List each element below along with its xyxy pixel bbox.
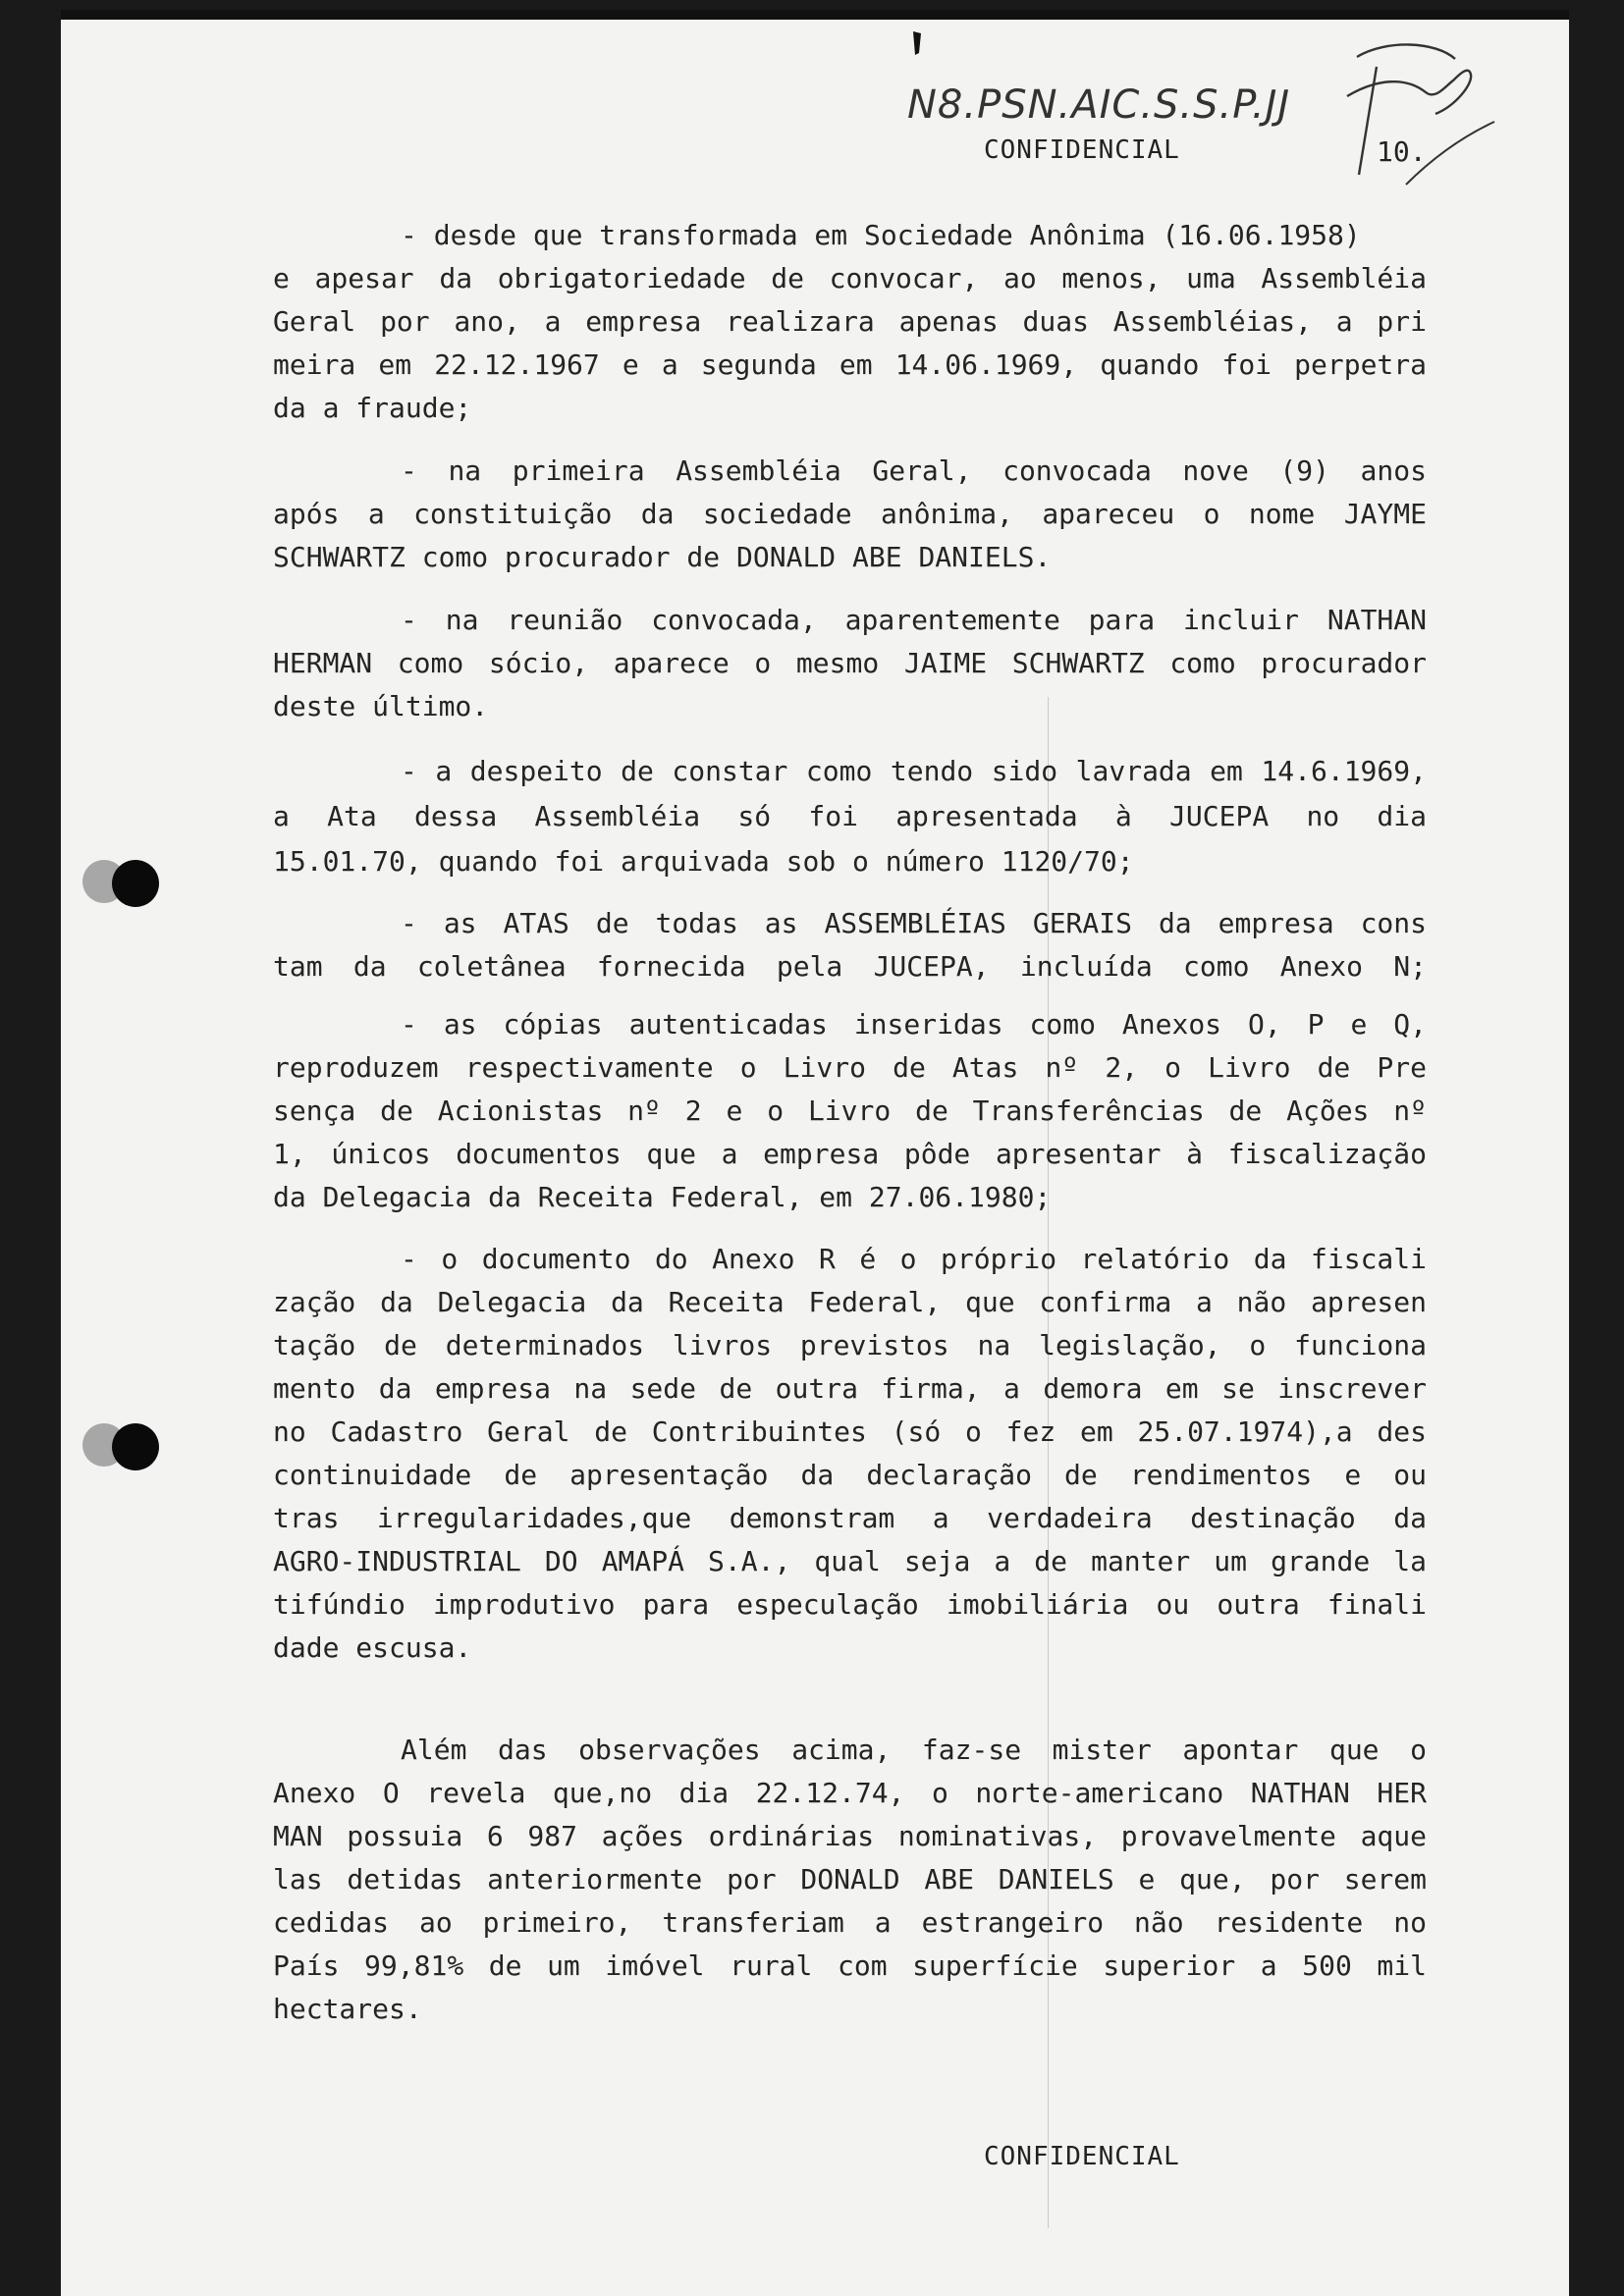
ink-mark-icon — [907, 29, 927, 69]
paragraph-line: - na reunião convocada, aparentemente para incluir NATHAN — [401, 604, 1427, 636]
paragraph-line: Geral por ano, a empresa realizara apenas duas Assembléias, a pri — [273, 305, 1427, 338]
paragraph-line: tam da coletânea fornecida pela JUCEPA, incluída como Anexo N; — [273, 950, 1427, 983]
paragraph-line: mento da empresa na sede de outra firma, a demora em se inscrever — [273, 1372, 1427, 1405]
paragraph-line: reproduzem respectivamente o Livro de Atas nº 2, o Livro de Pre — [273, 1051, 1427, 1084]
paragraph-line: 15.01.70, quando foi arquivada sob o número 1120/70; — [273, 845, 1134, 878]
scan-edge — [61, 10, 1569, 20]
paragraph-line: no Cadastro Geral de Contribuintes (só o fez em 25.07.1974),a des — [273, 1415, 1427, 1448]
paragraph-line: Anexo O revela que,no dia 22.12.74, o norte-americano NATHAN HER — [273, 1777, 1427, 1809]
paragraph-line: a Ata dessa Assembléia só foi apresentada à JUCEPA no dia — [273, 800, 1427, 832]
paragraph-line: AGRO-INDUSTRIAL DO AMAPÁ S.A., qual seja a de manter um grande la — [273, 1545, 1427, 1577]
paragraph-line: SCHWARTZ como procurador de DONALD ABE DANIELS. — [273, 541, 1052, 573]
paragraph-line: - a despeito de constar como tendo sido lavrada em 14.6.1969, — [401, 755, 1427, 787]
paragraph-line: dade escusa. — [273, 1631, 472, 1664]
confidential-footer: CONFIDENCIAL — [984, 2142, 1180, 2171]
paragraph-line: tação de determinados livros previstos na legislação, o funciona — [273, 1329, 1427, 1362]
paragraph-line: - as cópias autenticadas inseridas como Anexos O, P e Q, — [401, 1008, 1427, 1041]
paragraph-line: las detidas anteriormente por DONALD ABE DANIELS e que, por serem — [273, 1863, 1427, 1896]
paragraph-line: da a fraude; — [273, 392, 472, 424]
paragraph-line: após a constituição da sociedade anônima, apareceu o nome JAYME — [273, 498, 1427, 530]
paragraph-line: Além das observações acima, faz-se mister apontar que o — [401, 1734, 1427, 1766]
paragraph-line: e apesar da obrigatoriedade de convocar, ao menos, uma Assembléia — [273, 262, 1427, 294]
paragraph-line: meira em 22.12.1967 e a segunda em 14.06.1969, quando foi perpetra — [273, 348, 1427, 381]
paragraph-line: 1, únicos documentos que a empresa pôde apresentar à fiscalização — [273, 1138, 1427, 1170]
paragraph-line: - na primeira Assembléia Geral, convocada nove (9) anos — [401, 454, 1427, 487]
paragraph-line: zação da Delegacia da Receita Federal, que confirma a não apresen — [273, 1286, 1427, 1318]
paragraph-line: HERMAN como sócio, aparece o mesmo JAIME SCHWARTZ como procurador — [273, 647, 1427, 679]
paragraph-line: hectares. — [273, 1993, 422, 2025]
paragraph-line: - as ATAS de todas as ASSEMBLÉIAS GERAIS da empresa cons — [401, 907, 1427, 939]
paragraph-line: - desde que transformada em Sociedade Anônima (16.06.1958) — [401, 219, 1361, 251]
paragraph-line: da Delegacia da Receita Federal, em 27.06.1980; — [273, 1181, 1052, 1213]
paragraph-line: deste último. — [273, 690, 489, 722]
paragraph-line: sença de Acionistas nº 2 e o Livro de Transferências de Ações nº — [273, 1095, 1427, 1127]
page-number: 10. — [1377, 135, 1427, 168]
punch-hole — [112, 860, 159, 907]
paragraph-line: tifúndio improdutivo para especulação imobiliária ou outra finali — [273, 1588, 1427, 1621]
paragraph-line: - o documento do Anexo R é o próprio relatório da fiscali — [401, 1243, 1427, 1275]
handwritten-stamp: N8.PSN.AIC.S.S.P.JJ — [907, 82, 1291, 128]
confidential-header: CONFIDENCIAL — [984, 135, 1180, 165]
paragraph-line: continuidade de apresentação da declaração de rendimentos e ou — [273, 1459, 1427, 1491]
signature — [1288, 27, 1504, 194]
paragraph-line: País 99,81% de um imóvel rural com superfície superior a 500 mil — [273, 1949, 1427, 1982]
paragraph-line: tras irregularidades,que demonstram a verdadeira destinação da — [273, 1502, 1427, 1534]
punch-hole — [112, 1423, 159, 1470]
paragraph-line: cedidas ao primeiro, transferiam a estrangeiro não residente no — [273, 1906, 1427, 1939]
paragraph-line: MAN possuia 6 987 ações ordinárias nominativas, provavelmente aque — [273, 1820, 1427, 1852]
